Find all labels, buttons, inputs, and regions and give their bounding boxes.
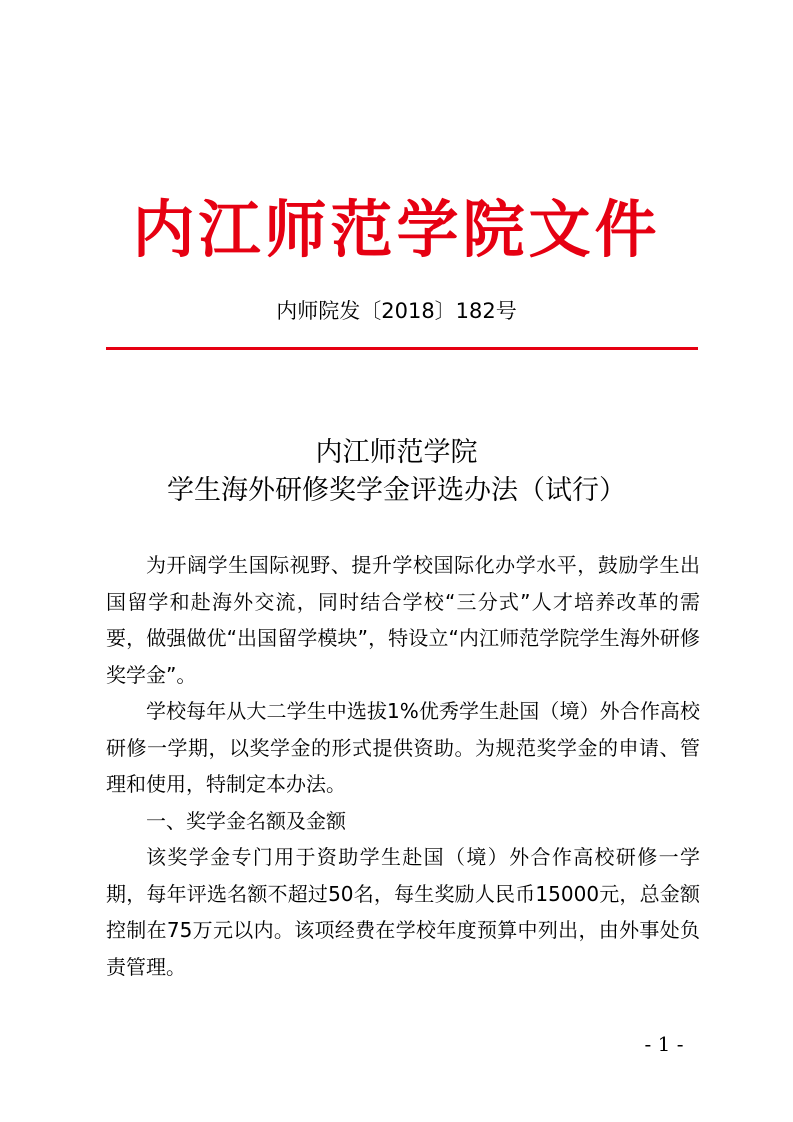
document-header-title: 内江师范学院文件 xyxy=(132,193,661,266)
document-body xyxy=(106,547,700,985)
body-paragraph: 该奖学金专门用于资助学生赴国（境）外合作高校研修一学期，每年评选名额不超过50名，每生奖励人民币15000元，总金额控制在75万元以内。该项经费在学校年度预算中列出，由外事处负责管理。 xyxy=(106,845,700,979)
document-title-line-1: 内江师范学院 xyxy=(315,437,478,468)
section-heading: 一、奖学金名额及金额 xyxy=(146,808,346,833)
document-number: 内师院发〔2018〕182号 xyxy=(276,299,517,323)
document-title-line-2: 学生海外研修奖学金评选办法（试行） xyxy=(167,475,626,506)
body-paragraph: 学校每年从大二学生中选拔1%优秀学生赴国（境）外合作高校研修一学期，以奖学金的形式提供资助。为规范奖学金的申请、管理和使用，特制定本办法。 xyxy=(106,699,700,796)
red-separator-line xyxy=(106,347,698,350)
page-number: - 1 - xyxy=(644,1032,684,1056)
document-title xyxy=(0,434,793,510)
body-paragraph: 为开阔学生国际视野、提升学校国际化办学水平，鼓励学生出国留学和赴海外交流，同时结合学校“三分式”人才培养改革的需要，做强做优“出国留学模块”，特设立“内江师范学院学生海外研修奖学金”。 xyxy=(106,553,700,687)
